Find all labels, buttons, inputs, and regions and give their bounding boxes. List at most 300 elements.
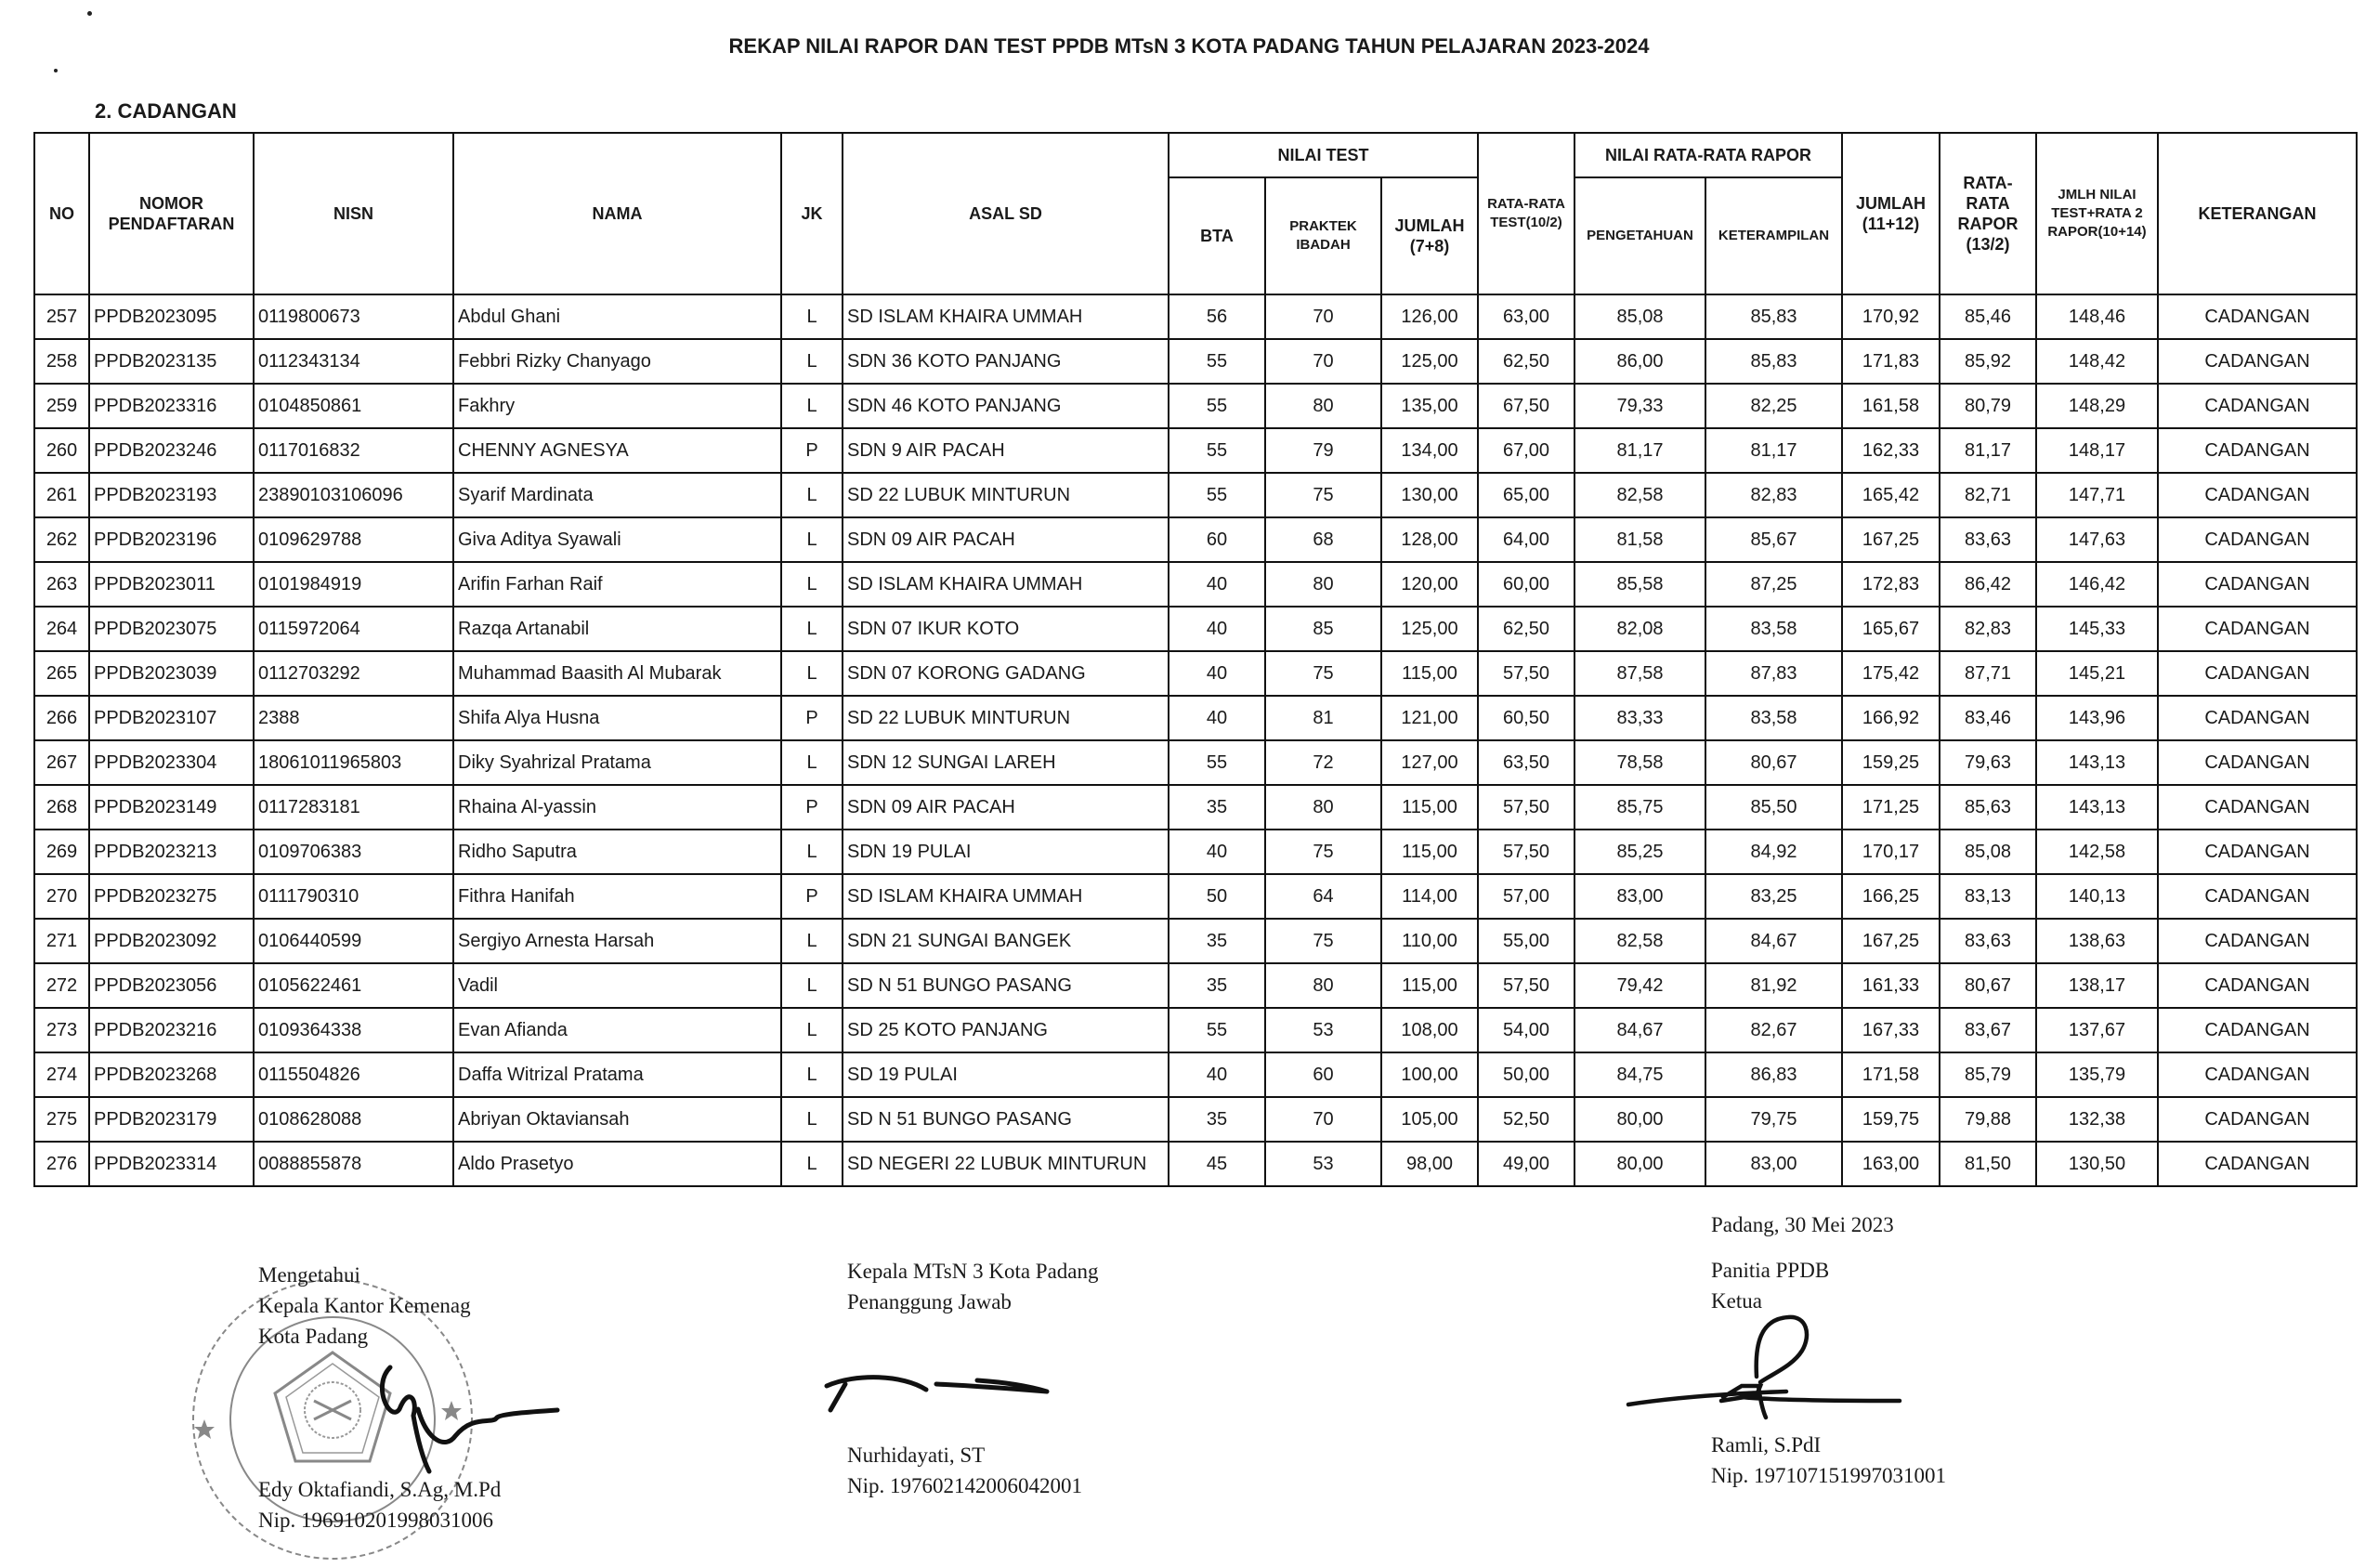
signature-block-right [1711,1209,1946,1491]
row-praktek-ibadah: 53 [1265,1142,1381,1186]
row-pengetahuan: 79,33 [1574,384,1705,428]
row-keterangan: CADANGAN [2158,740,2357,785]
row-total: 143,13 [2036,740,2158,785]
row-rata-rapor: 80,79 [1940,384,2036,428]
row-rata-rapor: 83,46 [1940,696,2036,740]
row-praktek-ibadah: 64 [1265,874,1381,919]
row-rata-rapor: 85,63 [1940,785,2036,830]
row-rata-test: 55,00 [1478,919,1574,963]
row-bta: 45 [1169,1142,1265,1186]
row-asal-sd: SDN 07 KORONG GADANG [843,651,1169,696]
row-keterangan: CADANGAN [2158,339,2357,384]
row-keterampilan: 84,67 [1705,919,1842,963]
row-no: 267 [34,740,89,785]
row-total: 148,42 [2036,339,2158,384]
header-nilai-rapor: NILAI RATA-RATA RAPOR [1574,133,1842,177]
row-no: 268 [34,785,89,830]
row-praktek-ibadah: 75 [1265,651,1381,696]
row-nama: Fithra Hanifah [453,874,781,919]
row-rata-rapor: 83,67 [1940,1008,2036,1052]
row-jumlah-test: 134,00 [1381,428,1478,473]
row-nomor-pendaftaran: PPDB2023193 [89,473,254,517]
row-jumlah-rapor: 159,75 [1842,1097,1940,1142]
header-keterampilan: KETERAMPILAN [1705,177,1842,294]
row-praktek-ibadah: 80 [1265,562,1381,607]
row-keterampilan: 83,58 [1705,696,1842,740]
row-keterangan: CADANGAN [2158,1142,2357,1186]
row-keterampilan: 83,25 [1705,874,1842,919]
row-nama: Muhammad Baasith Al Mubarak [453,651,781,696]
row-asal-sd: SD ISLAM KHAIRA UMMAH [843,294,1169,339]
row-praktek-ibadah: 85 [1265,607,1381,651]
row-rata-test: 62,50 [1478,607,1574,651]
row-rata-test: 60,00 [1478,562,1574,607]
row-jumlah-test: 130,00 [1381,473,1478,517]
row-bta: 40 [1169,830,1265,874]
row-jumlah-test: 108,00 [1381,1008,1478,1052]
row-no: 263 [34,562,89,607]
row-nomor-pendaftaran: PPDB2023314 [89,1142,254,1186]
row-praktek-ibadah: 75 [1265,830,1381,874]
row-total: 148,17 [2036,428,2158,473]
row-no: 265 [34,651,89,696]
row-bta: 40 [1169,1052,1265,1097]
table-row [34,740,2357,785]
row-total: 148,29 [2036,384,2158,428]
row-no: 275 [34,1097,89,1142]
row-pengetahuan: 82,08 [1574,607,1705,651]
row-rata-test: 54,00 [1478,1008,1574,1052]
row-asal-sd: SDN 09 AIR PACAH [843,785,1169,830]
row-jumlah-test: 115,00 [1381,830,1478,874]
row-total: 147,71 [2036,473,2158,517]
row-keterampilan: 85,67 [1705,517,1842,562]
row-nisn: 0109364338 [254,1008,453,1052]
table-row [34,874,2357,919]
table-row [34,607,2357,651]
row-bta: 55 [1169,339,1265,384]
row-nama: Aldo Prasetyo [453,1142,781,1186]
row-no: 270 [34,874,89,919]
row-pengetahuan: 85,75 [1574,785,1705,830]
header-jk: JK [781,133,843,294]
row-jumlah-rapor: 162,33 [1842,428,1940,473]
row-nomor-pendaftaran: PPDB2023179 [89,1097,254,1142]
row-rata-rapor: 82,83 [1940,607,2036,651]
row-nisn: 2388 [254,696,453,740]
row-keterangan: CADANGAN [2158,294,2357,339]
signer-name: Ramli, S.PdI [1711,1433,1822,1457]
row-bta: 55 [1169,1008,1265,1052]
row-asal-sd: SDN 21 SUNGAI BANGEK [843,919,1169,963]
row-keterampilan: 79,75 [1705,1097,1842,1142]
row-jumlah-test: 115,00 [1381,963,1478,1008]
row-no: 258 [34,339,89,384]
row-keterangan: CADANGAN [2158,562,2357,607]
row-rata-rapor: 86,42 [1940,562,2036,607]
row-jk: L [781,384,843,428]
row-jumlah-rapor: 167,25 [1842,919,1940,963]
row-nama: Abdul Ghani [453,294,781,339]
row-asal-sd: SDN 09 AIR PACAH [843,517,1169,562]
row-pengetahuan: 84,67 [1574,1008,1705,1052]
row-total: 146,42 [2036,562,2158,607]
row-keterangan: CADANGAN [2158,651,2357,696]
row-nomor-pendaftaran: PPDB2023135 [89,339,254,384]
row-nama: Shifa Alya Husna [453,696,781,740]
row-jumlah-test: 127,00 [1381,740,1478,785]
row-nama: Ridho Saputra [453,830,781,874]
row-keterangan: CADANGAN [2158,1052,2357,1097]
row-total: 140,13 [2036,874,2158,919]
header-no: NO [34,133,89,294]
row-nomor-pendaftaran: PPDB2023149 [89,785,254,830]
table-body [34,294,2357,1186]
header-praktek-ibadah: PRAKTEK IBADAH [1265,177,1381,294]
row-nama: Daffa Witrizal Pratama [453,1052,781,1097]
row-rata-rapor: 83,13 [1940,874,2036,919]
header-rata-rapor: RATA-RATA RAPOR (13/2) [1940,133,2036,294]
row-keterangan: CADANGAN [2158,963,2357,1008]
row-pengetahuan: 81,58 [1574,517,1705,562]
row-rata-test: 57,50 [1478,830,1574,874]
row-nisn: 0109706383 [254,830,453,874]
row-jumlah-test: 110,00 [1381,919,1478,963]
row-pengetahuan: 81,17 [1574,428,1705,473]
committee-label: Panitia PPDB [1711,1259,1830,1282]
row-asal-sd: SD 22 LUBUK MINTURUN [843,473,1169,517]
row-nama: Syarif Mardinata [453,473,781,517]
row-nama: Arifin Farhan Raif [453,562,781,607]
row-nisn: 0112703292 [254,651,453,696]
row-jumlah-rapor: 165,67 [1842,607,1940,651]
header-nama: NAMA [453,133,781,294]
table-row [34,651,2357,696]
row-bta: 35 [1169,785,1265,830]
signer-role: Ketua [1711,1289,1762,1313]
row-total: 145,33 [2036,607,2158,651]
section-label: 2. CADANGAN [95,99,237,123]
row-praktek-ibadah: 81 [1265,696,1381,740]
row-nomor-pendaftaran: PPDB2023039 [89,651,254,696]
row-jumlah-rapor: 170,92 [1842,294,1940,339]
row-jumlah-rapor: 161,33 [1842,963,1940,1008]
row-praktek-ibadah: 53 [1265,1008,1381,1052]
row-rata-test: 52,50 [1478,1097,1574,1142]
row-nama: Sergiyo Arnesta Harsah [453,919,781,963]
row-nama: Vadil [453,963,781,1008]
row-rata-test: 60,50 [1478,696,1574,740]
row-no: 274 [34,1052,89,1097]
row-jk: L [781,1008,843,1052]
header-bta: BTA [1169,177,1265,294]
row-asal-sd: SDN 12 SUNGAI LAREH [843,740,1169,785]
row-nomor-pendaftaran: PPDB2023095 [89,294,254,339]
row-praktek-ibadah: 80 [1265,384,1381,428]
row-pengetahuan: 79,42 [1574,963,1705,1008]
row-asal-sd: SD 25 KOTO PANJANG [843,1008,1169,1052]
row-asal-sd: SD NEGERI 22 LUBUK MINTURUN [843,1142,1169,1186]
table-header [34,133,2357,294]
row-no: 266 [34,696,89,740]
header-jmlh-nilai: JMLH NILAI TEST+RATA 2 RAPOR(10+14) [2036,133,2158,294]
row-jumlah-rapor: 171,83 [1842,339,1940,384]
row-total: 138,17 [2036,963,2158,1008]
row-jk: P [781,874,843,919]
row-rata-rapor: 83,63 [1940,919,2036,963]
row-pengetahuan: 83,00 [1574,874,1705,919]
row-no: 262 [34,517,89,562]
row-nama: Razqa Artanabil [453,607,781,651]
row-asal-sd: SD ISLAM KHAIRA UMMAH [843,562,1169,607]
header-nilai-test: NILAI TEST [1169,133,1478,177]
row-jumlah-test: 121,00 [1381,696,1478,740]
row-jumlah-test: 120,00 [1381,562,1478,607]
row-nama: CHENNY AGNESYA [453,428,781,473]
row-bta: 55 [1169,428,1265,473]
row-praktek-ibadah: 60 [1265,1052,1381,1097]
signer-role: Penanggung Jawab [847,1290,1012,1313]
signer-name: Edy Oktafiandi, S.Ag, M.Pd [258,1478,502,1501]
row-jumlah-test: 115,00 [1381,785,1478,830]
row-nomor-pendaftaran: PPDB2023092 [89,919,254,963]
table-row [34,562,2357,607]
row-asal-sd: SDN 9 AIR PACAH [843,428,1169,473]
row-keterangan: CADANGAN [2158,517,2357,562]
row-jumlah-rapor: 170,17 [1842,830,1940,874]
row-pengetahuan: 85,25 [1574,830,1705,874]
row-praktek-ibadah: 75 [1265,919,1381,963]
row-bta: 60 [1169,517,1265,562]
header-keterangan: KETERANGAN [2158,133,2357,294]
row-no: 261 [34,473,89,517]
row-rata-rapor: 81,50 [1940,1142,2036,1186]
row-jumlah-rapor: 159,25 [1842,740,1940,785]
row-bta: 56 [1169,294,1265,339]
row-keterampilan: 85,83 [1705,294,1842,339]
row-no: 257 [34,294,89,339]
row-rata-test: 64,00 [1478,517,1574,562]
row-keterampilan: 82,83 [1705,473,1842,517]
row-rata-test: 67,00 [1478,428,1574,473]
row-jk: L [781,1142,843,1186]
row-nisn: 0111790310 [254,874,453,919]
signer-office: Kota Padang [258,1325,369,1348]
row-asal-sd: SDN 36 KOTO PANJANG [843,339,1169,384]
row-pengetahuan: 87,58 [1574,651,1705,696]
row-jumlah-test: 115,00 [1381,651,1478,696]
row-jk: L [781,963,843,1008]
row-no: 264 [34,607,89,651]
row-praktek-ibadah: 75 [1265,473,1381,517]
row-jk: L [781,1052,843,1097]
row-jumlah-rapor: 175,42 [1842,651,1940,696]
row-total: 130,50 [2036,1142,2158,1186]
row-bta: 55 [1169,384,1265,428]
row-total: 132,38 [2036,1097,2158,1142]
row-asal-sd: SD N 51 BUNGO PASANG [843,963,1169,1008]
row-rata-rapor: 83,63 [1940,517,2036,562]
row-pengetahuan: 85,58 [1574,562,1705,607]
row-rata-rapor: 80,67 [1940,963,2036,1008]
signature-block-center [847,1256,1099,1501]
row-jk: L [781,473,843,517]
table-row [34,1097,2357,1142]
row-nomor-pendaftaran: PPDB2023196 [89,517,254,562]
row-jumlah-rapor: 171,58 [1842,1052,1940,1097]
row-nisn: 0117283181 [254,785,453,830]
row-bta: 35 [1169,919,1265,963]
row-keterangan: CADANGAN [2158,785,2357,830]
signer-nip: Nip. 197602142006042001 [847,1474,1082,1497]
row-jumlah-rapor: 171,25 [1842,785,1940,830]
row-jumlah-rapor: 166,25 [1842,874,1940,919]
row-nomor-pendaftaran: PPDB2023011 [89,562,254,607]
row-asal-sd: SDN 07 IKUR KOTO [843,607,1169,651]
row-rata-test: 62,50 [1478,339,1574,384]
row-jk: L [781,517,843,562]
row-nomor-pendaftaran: PPDB2023107 [89,696,254,740]
row-keterampilan: 80,67 [1705,740,1842,785]
header-nisn: NISN [254,133,453,294]
row-asal-sd: SDN 46 KOTO PANJANG [843,384,1169,428]
row-jk: L [781,607,843,651]
row-total: 137,67 [2036,1008,2158,1052]
row-no: 271 [34,919,89,963]
table-row [34,696,2357,740]
row-jk: P [781,428,843,473]
row-keterampilan: 83,00 [1705,1142,1842,1186]
row-total: 135,79 [2036,1052,2158,1097]
row-rata-rapor: 85,92 [1940,339,2036,384]
row-bta: 35 [1169,1097,1265,1142]
row-nama: Giva Aditya Syawali [453,517,781,562]
row-jk: L [781,740,843,785]
row-keterangan: CADANGAN [2158,607,2357,651]
scan-speck [87,11,92,16]
row-rata-rapor: 79,63 [1940,740,2036,785]
row-nama: Febbri Rizky Chanyago [453,339,781,384]
row-rata-test: 57,00 [1478,874,1574,919]
row-rata-test: 67,50 [1478,384,1574,428]
row-keterampilan: 87,25 [1705,562,1842,607]
row-total: 143,13 [2036,785,2158,830]
row-no: 269 [34,830,89,874]
row-praktek-ibadah: 72 [1265,740,1381,785]
row-pengetahuan: 80,00 [1574,1142,1705,1186]
row-keterangan: CADANGAN [2158,473,2357,517]
header-rata-test: RATA-RATA TEST(10/2) [1478,133,1574,294]
row-keterangan: CADANGAN [2158,919,2357,963]
row-nisn: 0106440599 [254,919,453,963]
row-keterampilan: 85,50 [1705,785,1842,830]
row-keterangan: CADANGAN [2158,428,2357,473]
row-pengetahuan: 82,58 [1574,919,1705,963]
row-nomor-pendaftaran: PPDB2023246 [89,428,254,473]
row-bta: 55 [1169,740,1265,785]
row-rata-rapor: 85,79 [1940,1052,2036,1097]
row-jk: P [781,696,843,740]
row-keterangan: CADANGAN [2158,1097,2357,1142]
row-jumlah-test: 98,00 [1381,1142,1478,1186]
row-jumlah-rapor: 166,92 [1842,696,1940,740]
table-row [34,1008,2357,1052]
table-row [34,1052,2357,1097]
row-nomor-pendaftaran: PPDB2023213 [89,830,254,874]
row-jk: L [781,830,843,874]
table-row [34,785,2357,830]
row-keterangan: CADANGAN [2158,696,2357,740]
row-pengetahuan: 86,00 [1574,339,1705,384]
row-total: 143,96 [2036,696,2158,740]
row-nisn: 0105622461 [254,963,453,1008]
table-row [34,919,2357,963]
row-keterangan: CADANGAN [2158,1008,2357,1052]
row-rata-test: 57,50 [1478,785,1574,830]
row-no: 272 [34,963,89,1008]
row-rata-test: 65,00 [1478,473,1574,517]
row-pengetahuan: 83,33 [1574,696,1705,740]
row-keterampilan: 87,83 [1705,651,1842,696]
row-nisn: 0101984919 [254,562,453,607]
row-pengetahuan: 84,75 [1574,1052,1705,1097]
row-bta: 40 [1169,696,1265,740]
row-praktek-ibadah: 70 [1265,1097,1381,1142]
row-pengetahuan: 85,08 [1574,294,1705,339]
row-nomor-pendaftaran: PPDB2023316 [89,384,254,428]
table-row [34,339,2357,384]
row-total: 148,46 [2036,294,2158,339]
row-jk: L [781,1097,843,1142]
table-row [34,294,2357,339]
row-rata-rapor: 79,88 [1940,1097,2036,1142]
row-praktek-ibadah: 70 [1265,294,1381,339]
row-jumlah-rapor: 167,25 [1842,517,1940,562]
row-asal-sd: SD 19 PULAI [843,1052,1169,1097]
row-nisn: 0108628088 [254,1097,453,1142]
row-keterangan: CADANGAN [2158,830,2357,874]
row-keterampilan: 84,92 [1705,830,1842,874]
row-nisn: 0104850861 [254,384,453,428]
row-no: 259 [34,384,89,428]
row-keterangan: CADANGAN [2158,384,2357,428]
table-row [34,963,2357,1008]
row-nomor-pendaftaran: PPDB2023304 [89,740,254,785]
row-nisn: 23890103106096 [254,473,453,517]
row-jumlah-test: 135,00 [1381,384,1478,428]
recap-table [33,132,2358,1187]
row-total: 138,63 [2036,919,2158,963]
row-nisn: 0112343134 [254,339,453,384]
row-rata-test: 63,50 [1478,740,1574,785]
table-row [34,428,2357,473]
document-title: REKAP NILAI RAPOR DAN TEST PPDB MTsN 3 KOTA PADANG TAHUN PELAJARAN 2023-2024 [728,34,1650,58]
row-jumlah-rapor: 165,42 [1842,473,1940,517]
row-jk: L [781,919,843,963]
row-asal-sd: SD ISLAM KHAIRA UMMAH [843,874,1169,919]
signer-title: Kepala Kantor Kemenag [258,1294,471,1317]
row-praktek-ibadah: 80 [1265,963,1381,1008]
row-bta: 35 [1169,963,1265,1008]
star-icon [194,1419,215,1439]
row-rata-rapor: 85,46 [1940,294,2036,339]
row-nisn: 0119800673 [254,294,453,339]
row-jumlah-test: 105,00 [1381,1097,1478,1142]
row-nisn: 0117016832 [254,428,453,473]
row-no: 260 [34,428,89,473]
row-praktek-ibadah: 80 [1265,785,1381,830]
row-rata-test: 50,00 [1478,1052,1574,1097]
